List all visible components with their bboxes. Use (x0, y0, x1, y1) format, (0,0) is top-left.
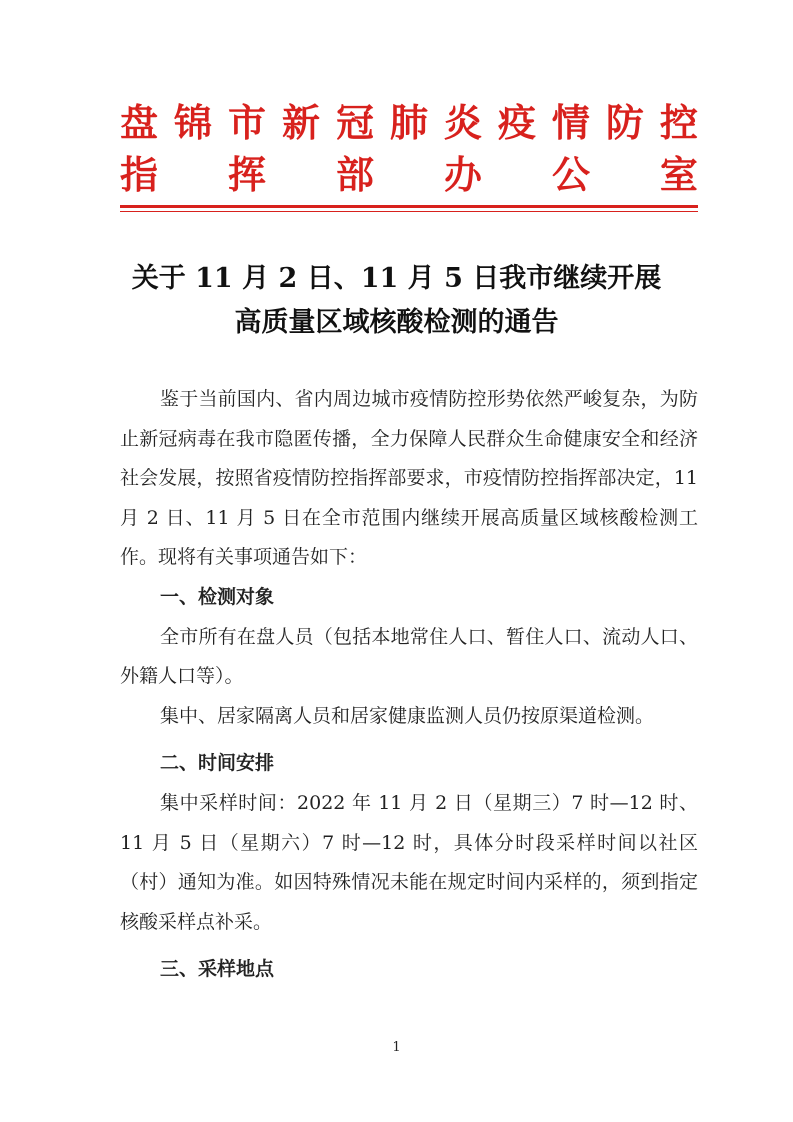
body-paragraph: 集中采样时间：2022 年 11 月 2 日（星期三）7 时—12 时、11 月 5 日（星期六）7 时—12 时，具体分时段采样时间以社区（村）通知为准。如因特殊情况未能在规定时间内采样的，须到指定核酸采样点补采。 (120, 791, 698, 933)
title-line-1: 关于 11 月 2 日、11 月 5 日我市继续开展 (131, 263, 662, 294)
header-char: 部 (335, 152, 374, 197)
header-line-1 (120, 97, 698, 149)
section-heading: 一、检测对象 (160, 585, 275, 608)
header-char: 盘 (120, 100, 159, 145)
notice-body (120, 380, 698, 990)
header-char: 控 (659, 100, 698, 145)
header-line-2 (120, 149, 698, 201)
header-char: 办 (443, 152, 482, 197)
notice-title (100, 257, 693, 345)
header-char: 挥 (227, 152, 266, 197)
header-divider-thick (120, 205, 698, 208)
issuing-authority-header (120, 97, 698, 201)
header-char: 疫 (497, 100, 536, 145)
header-divider-thin (120, 211, 698, 212)
header-char: 炎 (443, 100, 482, 145)
header-char: 公 (551, 152, 590, 197)
header-char: 冠 (335, 100, 374, 145)
section-heading: 二、时间安排 (160, 752, 275, 775)
header-char: 指 (120, 152, 159, 197)
header-char: 市 (227, 100, 266, 145)
header-char: 情 (551, 100, 590, 145)
section-heading: 三、采样地点 (160, 958, 275, 981)
title-line-2: 高质量区域核酸检测的通告 (234, 307, 559, 338)
body-paragraph: 全市所有在盘人员（包括本地常住人口、暂住人口、流动人口、外籍人口等）。 (120, 625, 698, 688)
header-char: 肺 (389, 100, 428, 145)
header-char: 防 (605, 100, 644, 145)
header-char: 锦 (173, 100, 212, 145)
header-char: 室 (659, 152, 698, 197)
header-char: 新 (281, 100, 320, 145)
body-paragraph: 集中、居家隔离人员和居家健康监测人员仍按原渠道检测。 (160, 704, 655, 727)
page-number: 1 (392, 1040, 401, 1055)
intro-paragraph: 鉴于当前国内、省内周边城市疫情防控形势依然严峻复杂，为防止新冠病毒在我市隐匿传播，全力保障人民群众生命健康安全和经济社会发展，按照省疫情防控指挥部要求，市疫情防控指挥部决定，11 月 2 日、11 月 5 日在全市范围内继续开展高质量区域核酸检测工作。现将有关事项通告如下： (120, 388, 698, 569)
